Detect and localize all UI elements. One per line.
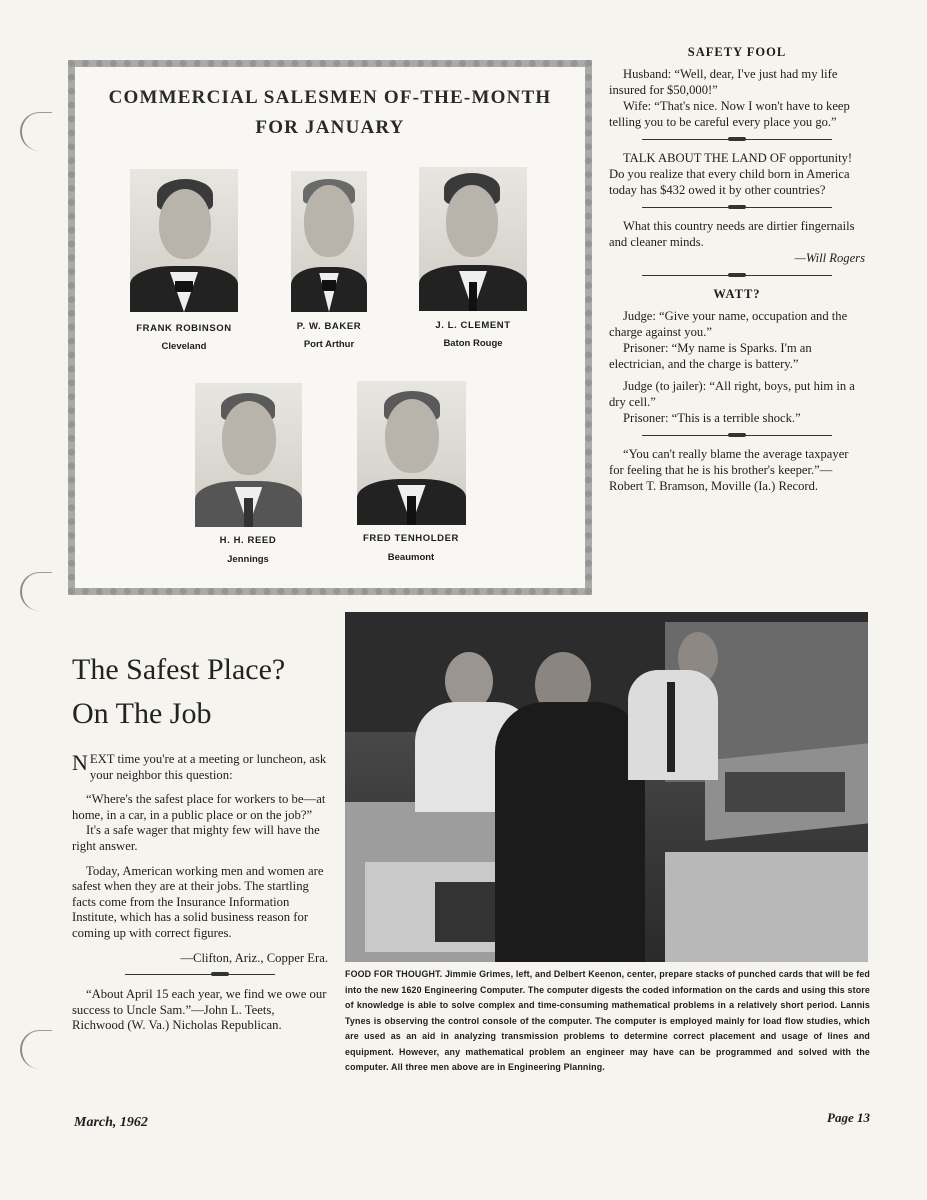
- photo-caption: [345, 967, 870, 1076]
- joke-text: Prisoner: “My name is Sparks. I'm an electrician, and the charge is battery.”: [609, 341, 812, 371]
- headline-line2: On The Job: [72, 697, 212, 730]
- salesman-city: Jennings: [227, 554, 269, 565]
- salesman-name: FRANK ROBINSON: [136, 323, 232, 334]
- salesmen-of-the-month-box: [68, 60, 592, 595]
- salesman-name: P. W. BAKER: [296, 321, 362, 332]
- salesman-city: Beaumont: [387, 552, 435, 563]
- divider-ornament: [125, 974, 275, 975]
- divider-ornament: [642, 139, 832, 140]
- joke-text: TALK ABOUT THE LAND OF opportunity! Do you realize that every child born in America today has $432 owed it by other countries?: [609, 151, 853, 197]
- punch-hole: [20, 112, 52, 151]
- portrait-photo: [419, 167, 527, 311]
- article-paragraph: “Where's the safest place for workers to be—at home, in a car, in a public place or on the job?”: [72, 792, 326, 822]
- jokes-column: [609, 44, 865, 494]
- drop-cap: N: [72, 750, 88, 775]
- caption-lead: FOOD FOR THOUGHT.: [345, 969, 443, 979]
- article-paragraph: NEXT time you're at a meeting or luncheon, ask your neighbor this question:: [72, 750, 327, 782]
- salesman-city: Baton Rouge: [443, 338, 503, 349]
- divider-ornament: [642, 275, 832, 276]
- article-headline: [72, 648, 285, 736]
- joke-text: Judge: “Give your name, occupation and the charge against you.”: [609, 309, 848, 339]
- salesman-city: Port Arthur: [303, 339, 355, 350]
- issue-date: March, 1962: [74, 1115, 148, 1130]
- article-body: [72, 752, 328, 1043]
- portrait-photo: [291, 171, 367, 312]
- safety-fool-heading: SAFETY FOOL: [687, 45, 787, 59]
- punch-hole: [20, 572, 52, 611]
- salesman-name: J. L. CLEMENT: [435, 320, 511, 331]
- salesman-name: H. H. REED: [219, 535, 277, 546]
- joke-text: “You can't really blame the average taxpayer for feeling that he is his brother's keeper.”—Robert T. Bramson, Moville (Ia.) Record.: [609, 447, 849, 493]
- quote-credit: —Will Rogers: [794, 251, 865, 265]
- joke-text: Prisoner: “This is a terrible shock.”: [623, 411, 801, 425]
- divider-ornament: [642, 435, 832, 436]
- headline-line1: The Safest Place?: [72, 653, 286, 686]
- computer-room-photo: [345, 612, 868, 962]
- salesman-name: FRED TENHOLDER: [362, 533, 459, 544]
- watt-heading: WATT?: [713, 287, 761, 301]
- portrait-photo: [357, 381, 466, 525]
- salesman-city: Cleveland: [161, 341, 207, 352]
- divider-ornament: [642, 207, 832, 208]
- joke-text: Husband: “Well, dear, I've just had my life insured for $50,000!”: [609, 67, 838, 97]
- article-credit: —Clifton, Ariz., Copper Era.: [180, 950, 328, 965]
- article-paragraph: Today, American working men and women are safest when they are at their jobs. The startling facts come from the Insurance Information Institute, which has a solid business reason for coming up with correct figures.: [72, 863, 324, 940]
- portrait-photo: [195, 383, 302, 527]
- joke-text: Wife: “That's nice. Now I won't have to keep telling you to be careful every place you go.”: [609, 99, 850, 129]
- caption-text: Jimmie Grimes, left, and Delbert Keenon, center, prepare stacks of punched cards that will be fed into the new 1620 Engineering Computer. The computer digests the coded information on the cards and using this store of knowledge is able to solve complex and time-consuming mathematical problems in a relatively short period. Lannis Tynes is observing the control console of the computer. The computer is employed mainly for load flow studies, which are used as an aid in analyzing transmission problems to determine correct placement and usage of lines and equipment. However, any mathematical problem an engineer may have can be programmed and solved with the computer. All three men above are in Engineering Planning.: [345, 969, 870, 1072]
- joke-text: Judge (to jailer): “All right, boys, put him in a dry cell.”: [609, 379, 855, 409]
- portrait-photo: [130, 169, 238, 312]
- page-number: Page 13: [827, 1110, 870, 1125]
- box-title-line2: FOR JANUARY: [255, 117, 405, 138]
- article-quote: “About April 15 each year, we find we owe our success to Uncle Sam.”—John L. Teets, Richwood (W. Va.) Nicholas Republican.: [72, 987, 327, 1033]
- article-paragraph: It's a safe wager that mighty few will have the right answer.: [72, 823, 320, 853]
- joke-text: What this country needs are dirtier fingernails and cleaner minds.: [609, 219, 855, 249]
- box-title-line1: COMMERCIAL SALESMEN OF-THE-MONTH: [108, 87, 552, 108]
- punch-hole: [20, 1030, 52, 1069]
